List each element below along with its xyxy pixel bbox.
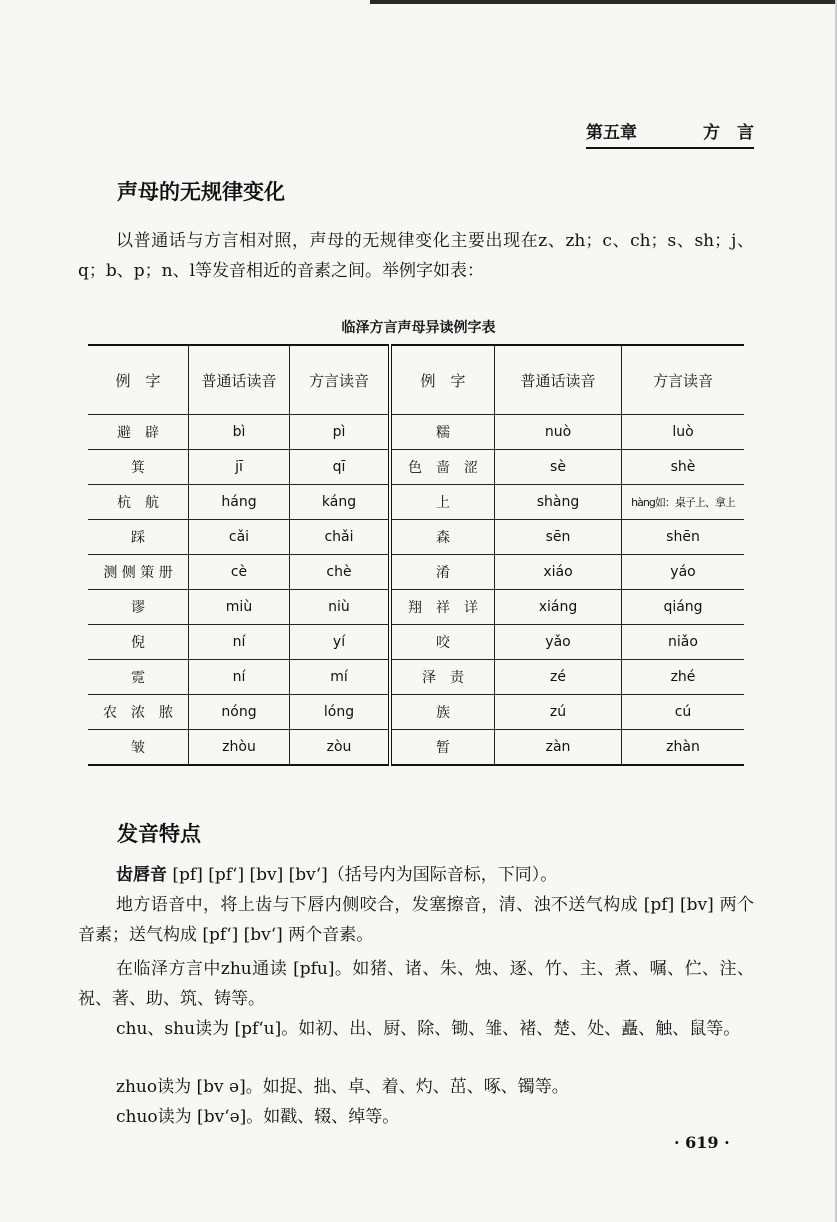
- example-char: 族: [390, 695, 495, 730]
- table-row: [88, 450, 744, 485]
- term-labiodental: 齿唇音: [116, 865, 167, 885]
- example-char: 霓: [88, 660, 189, 695]
- putonghua-reading: cè: [189, 555, 290, 590]
- table-row: [88, 415, 744, 450]
- putonghua-reading: cǎi: [189, 520, 290, 555]
- header-putonghua-1: 普通话读音: [189, 345, 290, 415]
- table-row: [88, 730, 744, 766]
- dialect-reading: cú: [622, 695, 745, 730]
- dialect-reading: shè: [622, 450, 745, 485]
- dialect-reading: zòu: [290, 730, 391, 766]
- chu-shu-paragraph: chu、shu读为 [pf‘u]。如初、出、厨、除、锄、雏、褚、楚、处、矗、触、鼠等。: [116, 1019, 741, 1039]
- chapter-title: 方 言: [703, 123, 754, 143]
- example-char: 森: [390, 520, 495, 555]
- putonghua-reading: nóng: [189, 695, 290, 730]
- labiodental-paragraph: [78, 860, 754, 890]
- dialect-reading: niǎo: [622, 625, 745, 660]
- labiodental-symbols: [pf] [pf‘] [bv] [bv‘]（括号内为国际音标，下同）。: [167, 865, 558, 885]
- dialect-reading: qī: [290, 450, 391, 485]
- putonghua-reading: jī: [189, 450, 290, 485]
- dialect-reading: pì: [290, 415, 391, 450]
- dialect-reading: mí: [290, 660, 391, 695]
- putonghua-reading: zhòu: [189, 730, 290, 766]
- header-example-1: 例 字: [88, 345, 189, 415]
- table-row: [88, 555, 744, 590]
- example-char: 翔 祥 详: [390, 590, 495, 625]
- running-header: [586, 118, 754, 149]
- example-char: 踩: [88, 520, 189, 555]
- putonghua-reading: sè: [495, 450, 622, 485]
- example-char: 色 啬 涩: [390, 450, 495, 485]
- articulation-paragraph: 地方语音中，将上齿与下唇内侧咬合，发塞擦音，清、浊不送气构成 [pf] [bv] 两个音素；送气构成 [pf‘] [bv‘] 两个音素。: [78, 895, 754, 945]
- example-char: 咬: [390, 625, 495, 660]
- chapter-number: 第五章: [586, 123, 637, 143]
- table-header-row: [88, 345, 744, 415]
- dialect-reading: shēn: [622, 520, 745, 555]
- dialect-reading: káng: [290, 485, 391, 520]
- putonghua-reading: ní: [189, 625, 290, 660]
- table-row: [88, 660, 744, 695]
- example-char: 倪: [88, 625, 189, 660]
- header-dialect-1: 方言读音: [290, 345, 391, 415]
- putonghua-reading: xiáo: [495, 555, 622, 590]
- dialect-reading: lóng: [290, 695, 391, 730]
- dialect-reading: chè: [290, 555, 391, 590]
- example-char: 谬: [88, 590, 189, 625]
- putonghua-reading: xiáng: [495, 590, 622, 625]
- header-dialect-2: 方言读音: [622, 345, 745, 415]
- example-char: 农 浓 脓: [88, 695, 189, 730]
- example-char: 杭 航: [88, 485, 189, 520]
- dialect-reading: qiáng: [622, 590, 745, 625]
- zhu-paragraph: 在临泽方言中zhu通读 [pfu]。如猪、诸、朱、烛、逐、竹、主、煮、嘱、伫、注、祝、著、助、筑、铸等。: [78, 959, 754, 1009]
- dialect-reading: luò: [622, 415, 745, 450]
- putonghua-reading: shàng: [495, 485, 622, 520]
- putonghua-reading: ní: [189, 660, 290, 695]
- example-char: 上: [390, 485, 495, 520]
- intro-paragraph: 以普通话与方言相对照，声母的无规律变化主要出现在z、zh；c、ch；s、sh；j、q；b、p；n、l等发音相近的音素之间。举例字如表：: [78, 231, 754, 281]
- putonghua-reading: yǎo: [495, 625, 622, 660]
- example-char: 皱: [88, 730, 189, 766]
- table-row: [88, 590, 744, 625]
- chuo-paragraph: chuo读为 [bv‘ə]。如戳、辍、绰等。: [116, 1107, 400, 1127]
- putonghua-reading: zú: [495, 695, 622, 730]
- example-char: 糯: [390, 415, 495, 450]
- dialect-reading: zhé: [622, 660, 745, 695]
- putonghua-reading: zé: [495, 660, 622, 695]
- zhuo-paragraph: zhuo读为 [bv ə]。如捉、拙、卓、着、灼、茁、啄、镯等。: [116, 1077, 569, 1097]
- putonghua-reading: sēn: [495, 520, 622, 555]
- putonghua-reading: háng: [189, 485, 290, 520]
- page-number: · 619 ·: [674, 1133, 730, 1152]
- example-char: 暂: [390, 730, 495, 766]
- header-example-2: 例 字: [390, 345, 495, 415]
- section-heading-pronunciation: 发音特点: [117, 822, 201, 846]
- table-caption: 临泽方言声母异读例字表: [341, 320, 496, 336]
- header-putonghua-2: 普通话读音: [495, 345, 622, 415]
- dialect-reading: zhàn: [622, 730, 745, 766]
- table-row: [88, 695, 744, 730]
- section-heading-initials: 声母的无规律变化: [117, 180, 285, 204]
- dialect-reading: niù: [290, 590, 391, 625]
- putonghua-reading: nuò: [495, 415, 622, 450]
- table-row: [88, 520, 744, 555]
- dialect-reading: chǎi: [290, 520, 391, 555]
- putonghua-reading: zàn: [495, 730, 622, 766]
- example-char: 避 辟: [88, 415, 189, 450]
- dialect-reading: yí: [290, 625, 391, 660]
- putonghua-reading: bì: [189, 415, 290, 450]
- table-row: [88, 625, 744, 660]
- example-char: 泽 责: [390, 660, 495, 695]
- example-char: 淆: [390, 555, 495, 590]
- example-char: 箕: [88, 450, 189, 485]
- example-char: 测 侧 策 册: [88, 555, 189, 590]
- table-row: [88, 485, 744, 520]
- putonghua-reading: miù: [189, 590, 290, 625]
- top-rule: [370, 0, 837, 4]
- initials-variation-table: [88, 344, 744, 766]
- dialect-reading: yáo: [622, 555, 745, 590]
- dialect-reading: hàng如：桌子上、拿上: [622, 485, 745, 520]
